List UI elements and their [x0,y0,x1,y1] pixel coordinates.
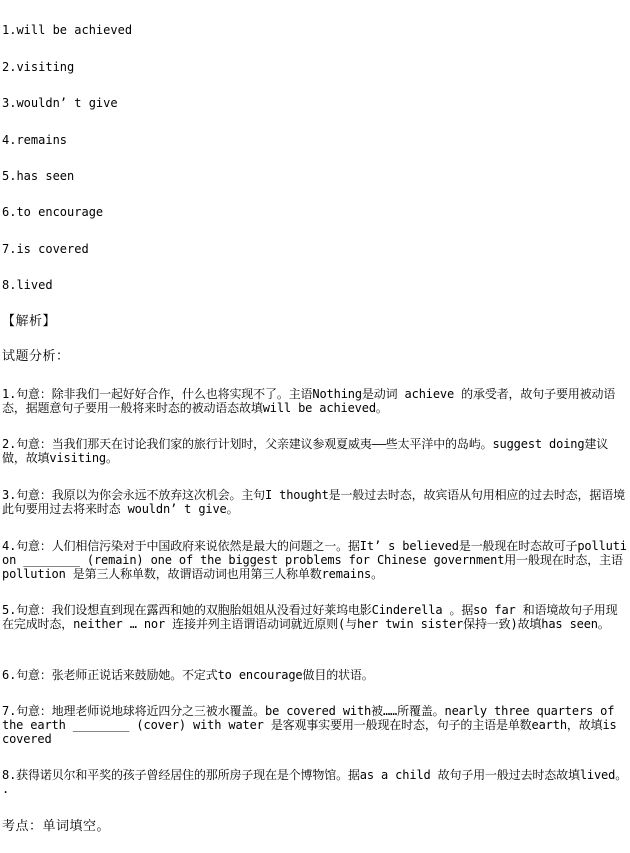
explanation-8: 8.获得诺贝尔和平奖的孩子曾经居住的那所房子现在是个博物馆。据as a child 故句子用一般过去时态故填lived。 . [2,768,628,796]
explanation-5: 5.句意：我们设想直到现在露西和她的双胞胎姐姐从没看过好莱坞电影Cinderella 。据so far 和语境故句子用现在完成时态，neither … nor 连接并列主语谓语动词就近原则(与her twin sister保持一致)故填has seen。 [2,603,618,631]
answer-line-6: 6.to encourage [2,205,104,219]
explanation-6: 6.句意：张老师正说话来鼓励她。不定式to encourage做目的状语。 [2,668,374,682]
explanation-2: 2.句意：当我们那天在讨论我们家的旅行计划时，父亲建议参观夏威夷——些太平洋中的岛屿。suggest doing建议做，故填visiting。 [2,437,609,465]
explanation-3: 3.句意：我原以为你会永远不放弃这次机会。主句I thought是一般过去时态，故宾语从句用相应的过去时态，据语境此句要用过去将来时态 wouldn’ t give。 [2,488,625,516]
answer-line-8: 8.lived [2,278,53,292]
knowledge-point: 考点：单词填空。 [2,819,111,834]
explanation-4: 4.句意：人们相信污染对于中国政府来说依然是最大的问题之一。据It’ s believed是一般现在时态故可子pollution ________ (remain) one of the biggest problems for Chinese government用一般现在时态，主语pollution 是第三人称单数，故谓语动词也用第三人称单数remains。 [2,539,627,581]
answer-line-2: 2.visiting [2,60,75,74]
answer-line-7: 7.is covered [2,242,89,256]
analysis-intro: 试题分析： [2,349,70,364]
answer-line-4: 4.remains [2,133,68,147]
analysis-heading: 【解析】 [2,314,57,329]
answer-line-5: 5.has seen [2,169,75,183]
explanation-1: 1.句意：除非我们一起好好合作，什么也将实现不了。主语Nothing是动词 achieve 的承受者，故句子要用被动语态，据题意句子要用一般将来时态的被动语态故填will be achieved。 [2,387,616,415]
answer-line-1: 1.will be achieved [2,23,133,37]
answer-line-3: 3.wouldn’ t give [2,96,118,110]
explanation-7: 7.句意：地理老师说地球将近四分之三被水覆盖。be covered with被……所覆盖。nearly three quarters of the earth ________ (cover) with water 是客观事实要用一般现在时态，句子的主语是单数earth，故填is covered [2,704,617,746]
